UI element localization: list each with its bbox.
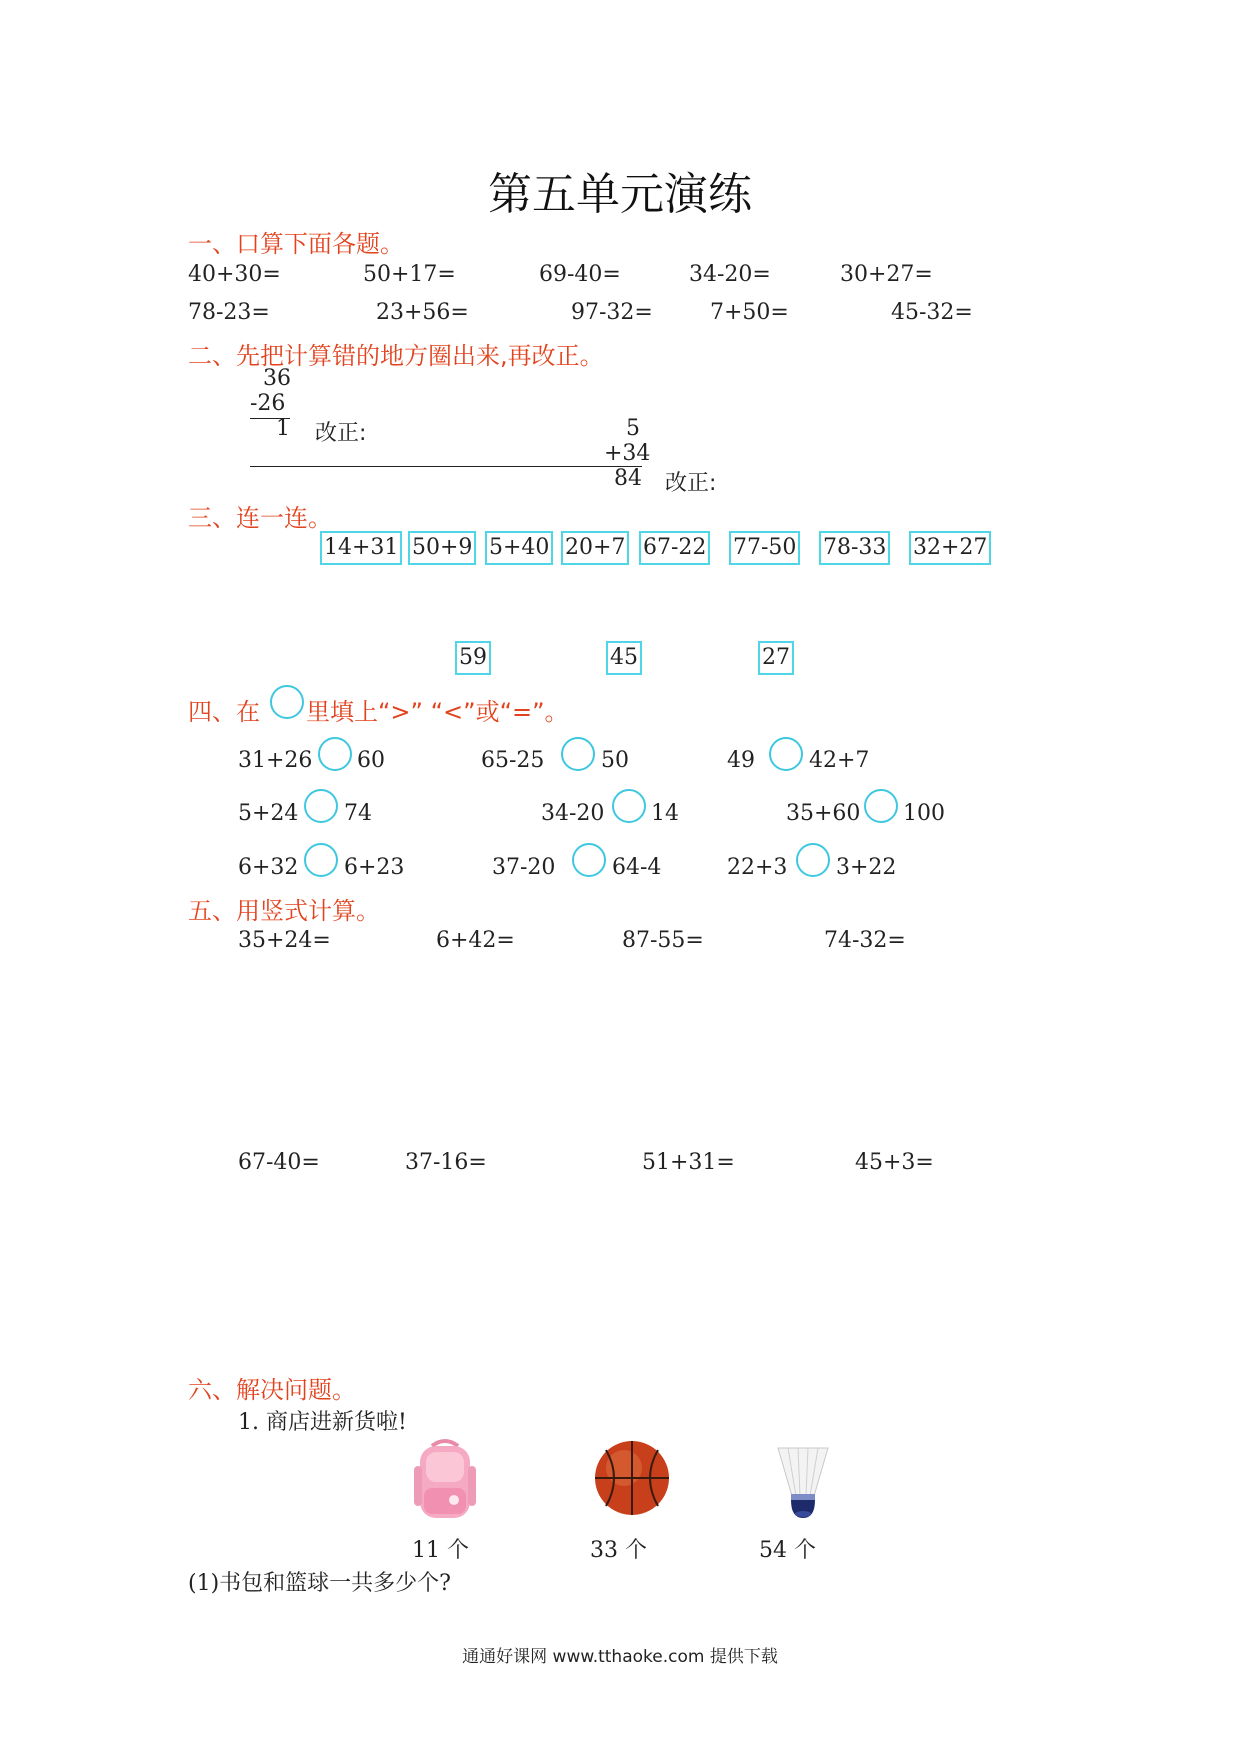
match-expression[interactable]: 32+27 [909, 531, 991, 565]
match-answer[interactable]: 27 [758, 641, 794, 675]
oral-item: 23+56= [376, 300, 469, 325]
compare-circle[interactable] [572, 843, 606, 877]
problem-2-rule [250, 466, 642, 467]
compare-circle[interactable] [304, 789, 338, 823]
shuttlecock-image [774, 1444, 832, 1522]
compare-right: 3+22 [836, 855, 897, 880]
vertical-calc-item: 74-32= [824, 928, 906, 953]
section-4-heading-rest: 里填上“>” “<”或“=”。 [306, 698, 569, 726]
problem-2-operand: +34 [604, 441, 651, 466]
problem-1-top: 36 [263, 366, 291, 391]
oral-item: 78-23= [188, 300, 270, 325]
section-3-heading: 三、连一连。 [188, 504, 332, 532]
section-4-heading: 四、在 [188, 698, 260, 726]
compare-left: 35+60 [786, 801, 861, 826]
problem-2-top: 5 [626, 416, 640, 441]
basketball-count: 33 个 [590, 1538, 647, 1563]
vertical-calc-item: 67-40= [238, 1150, 320, 1175]
problem-2-correction-label: 改正: [665, 471, 717, 496]
section-6-heading: 六、解决问题。 [188, 1376, 356, 1404]
compare-right: 60 [357, 748, 385, 773]
compare-left: 5+24 [238, 801, 299, 826]
problem-1-correction-label: 改正: [315, 421, 367, 446]
compare-left: 6+32 [238, 855, 299, 880]
problem-1-text: 1. 商店进新货啦! [238, 1410, 407, 1435]
match-expression[interactable]: 77-50 [729, 531, 800, 565]
match-expression[interactable]: 67-22 [639, 531, 710, 565]
match-expression[interactable]: 20+7 [561, 531, 629, 565]
sub-question-1: (1)书包和篮球一共多少个? [188, 1571, 451, 1596]
match-answer[interactable]: 45 [606, 641, 642, 675]
oral-item: 69-40= [539, 262, 621, 287]
compare-circle[interactable] [864, 789, 898, 823]
compare-left: 37-20 [492, 855, 556, 880]
oral-item: 34-20= [689, 262, 771, 287]
compare-left: 31+26 [238, 748, 313, 773]
problem-2-result: 84 [614, 466, 642, 491]
compare-right: 74 [344, 801, 372, 826]
compare-right: 64-4 [612, 855, 662, 880]
compare-left: 49 [727, 748, 755, 773]
section-2-heading: 二、先把计算错的地方圈出来,再改正。 [188, 342, 604, 370]
shuttlecock-count: 54 个 [759, 1538, 816, 1563]
heading-circle-icon [270, 685, 304, 719]
oral-item: 45-32= [891, 300, 973, 325]
schoolbag-count: 11 个 [412, 1538, 469, 1563]
oral-item: 97-32= [571, 300, 653, 325]
oral-item: 7+50= [710, 300, 789, 325]
oral-item: 40+30= [188, 262, 281, 287]
match-expression[interactable]: 50+9 [408, 531, 476, 565]
vertical-calc-item: 51+31= [642, 1150, 735, 1175]
section-5-heading: 五、用竖式计算。 [188, 897, 380, 925]
oral-item: 50+17= [363, 262, 456, 287]
compare-right: 100 [903, 801, 945, 826]
vertical-calc-item: 35+24= [238, 928, 331, 953]
footer-credit: 通通好课网 www.tthaoke.com 提供下载 [462, 1647, 778, 1667]
compare-right: 50 [601, 748, 629, 773]
vertical-calc-item: 37-16= [405, 1150, 487, 1175]
compare-circle[interactable] [796, 843, 830, 877]
match-expression[interactable]: 14+31 [320, 531, 402, 565]
compare-circle[interactable] [304, 843, 338, 877]
section-1-heading: 一、口算下面各题。 [188, 230, 404, 258]
compare-right: 14 [651, 801, 679, 826]
vertical-calc-item: 45+3= [855, 1150, 934, 1175]
match-expression[interactable]: 5+40 [485, 531, 553, 565]
compare-left: 65-25 [481, 748, 545, 773]
basketball-image [592, 1438, 672, 1518]
vertical-calc-item: 87-55= [622, 928, 704, 953]
compare-circle[interactable] [561, 737, 595, 771]
schoolbag-image [410, 1436, 480, 1522]
compare-circle[interactable] [318, 737, 352, 771]
compare-left: 34-20 [541, 801, 605, 826]
match-answer[interactable]: 59 [455, 641, 491, 675]
problem-1-operand: -26 [250, 391, 286, 416]
problem-1-result: 1 [276, 416, 290, 441]
compare-right: 42+7 [809, 748, 870, 773]
vertical-calc-item: 6+42= [436, 928, 515, 953]
match-expression[interactable]: 78-33 [819, 531, 890, 565]
compare-circle[interactable] [769, 737, 803, 771]
compare-right: 6+23 [344, 855, 405, 880]
page-title: 第五单元演练 [488, 169, 752, 220]
compare-left: 22+3 [727, 855, 788, 880]
compare-circle[interactable] [612, 789, 646, 823]
oral-item: 30+27= [840, 262, 933, 287]
